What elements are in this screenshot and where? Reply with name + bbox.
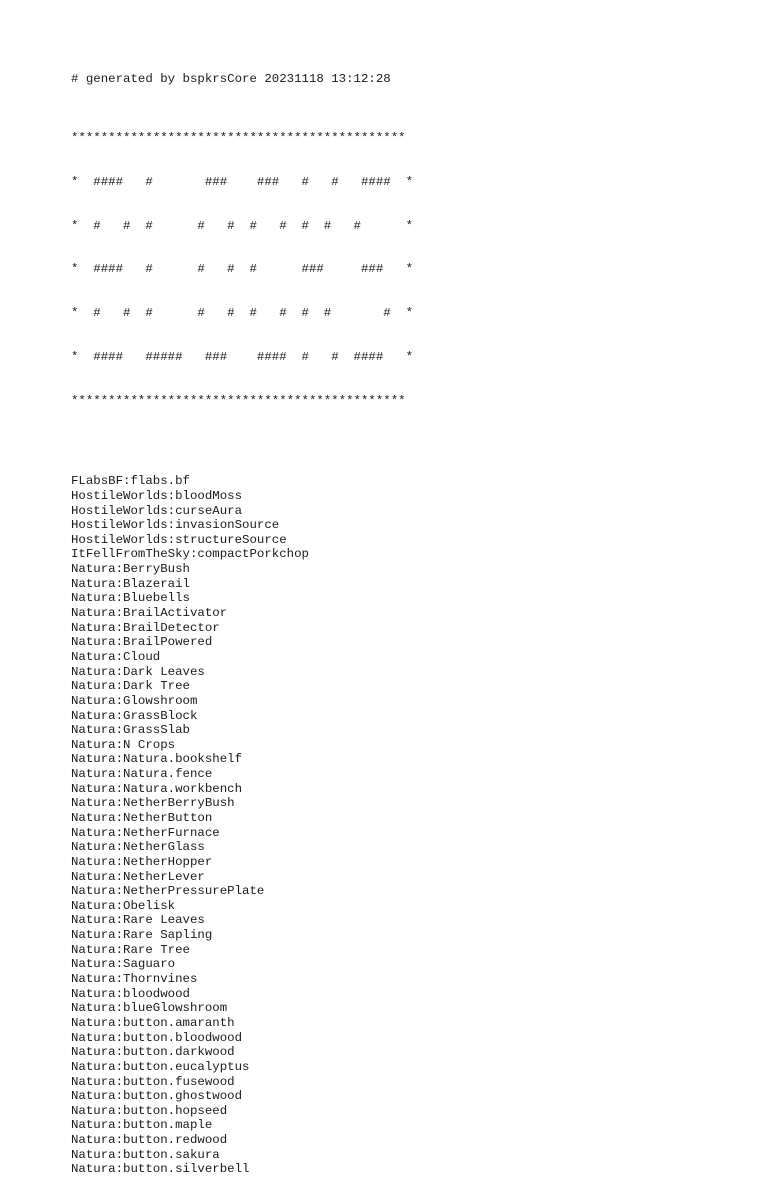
list-item: Natura:NetherButton (71, 811, 213, 825)
banner-line: * #### # ### ### # # #### * (71, 174, 414, 189)
banner-line: * #### # # # # ### ### * (71, 262, 414, 277)
list-item: Natura:button.fusewood (71, 1074, 235, 1089)
list-item: Natura:Bluebells (71, 591, 190, 606)
list-item: Natura:Blazerail (71, 576, 190, 591)
list-item: Natura:Glowshroom (71, 693, 198, 708)
list-item: Natura:button.amaranth (71, 1015, 235, 1030)
list-item: Natura:Dark Leaves (71, 664, 205, 679)
list-item: ItFellFromTheSky:compactPorkchop (71, 547, 309, 562)
banner-line: ********************************************* (71, 130, 406, 145)
list-item: Natura:bloodwood (71, 986, 190, 1001)
list-item: Natura:blueGlowshroom (71, 1001, 228, 1016)
list-item: Natura:NetherFurnace (71, 825, 220, 840)
list-item: Natura:GrassBlock (71, 708, 198, 723)
list-item: Natura:Rare Tree (71, 942, 190, 957)
list-item: Natura:button.eucalyptus (71, 1059, 250, 1074)
list-item: HostileWorlds:invasionSource (71, 518, 280, 533)
document-page (71, 72, 751, 1177)
list-item: HostileWorlds:curseAura (71, 503, 243, 518)
list-item: Natura:button.redwood (71, 1133, 228, 1148)
list-item: Natura:NetherGlass (71, 840, 205, 855)
list-item: Natura:Dark Tree (71, 679, 190, 694)
list-item: Natura:BrailDetector (71, 620, 220, 635)
list-item: Natura:NetherLever (71, 869, 205, 884)
list-item: Natura:Natura.bookshelf (71, 752, 243, 767)
list-item: Natura:Natura.workbench (71, 781, 243, 796)
list-item: Natura:BrailPowered (71, 635, 213, 650)
list-item: Natura:BrailActivator (71, 606, 228, 621)
list-item: Natura:N Crops (71, 737, 176, 752)
list-item: Natura:NetherHopper (71, 854, 213, 869)
list-item: Natura:button.bloodwood (71, 1030, 243, 1045)
list-item: Natura:button.silverbell (71, 1162, 250, 1177)
list-item: Natura:Rare Leaves (71, 913, 205, 928)
list-item: FLabsBF:flabs.bf (71, 474, 190, 489)
list-item: Natura:button.ghostwood (71, 1089, 243, 1104)
list-item: Natura:button.maple (71, 1118, 213, 1133)
list-item: Natura:button.sakura (71, 1147, 220, 1162)
list-item: Natura:button.darkwood (71, 1045, 235, 1060)
generated-comment: # generated by bspkrsCore 20231118 13:12:28 (71, 72, 391, 86)
list-item: Natura:GrassSlab (71, 723, 190, 738)
list-item: Natura:NetherBerryBush (71, 796, 235, 811)
banner-line: ********************************************* (71, 394, 406, 409)
list-item: Natura:Obelisk (71, 898, 176, 913)
list-item: Natura:button.hopseed (71, 1103, 228, 1118)
block-id-list (71, 474, 751, 1177)
list-item: Natura:Thornvines (71, 972, 198, 987)
banner-line: * # # # # # # # # # # * (71, 218, 414, 233)
list-item: Natura:Saguaro (71, 957, 176, 972)
list-item: Natura:BerryBush (71, 562, 190, 577)
list-item: HostileWorlds:bloodMoss (71, 488, 243, 503)
list-item: Natura:Natura.fence (71, 767, 213, 782)
banner-line: * # # # # # # # # # # * (71, 306, 414, 321)
ascii-banner (71, 101, 751, 438)
banner-line: * #### ##### ### #### # # #### * (71, 350, 414, 365)
list-item: Natura:Rare Sapling (71, 928, 213, 943)
list-item: Natura:Cloud (71, 649, 161, 664)
list-item: Natura:NetherPressurePlate (71, 884, 265, 899)
list-item: HostileWorlds:structureSource (71, 532, 287, 547)
